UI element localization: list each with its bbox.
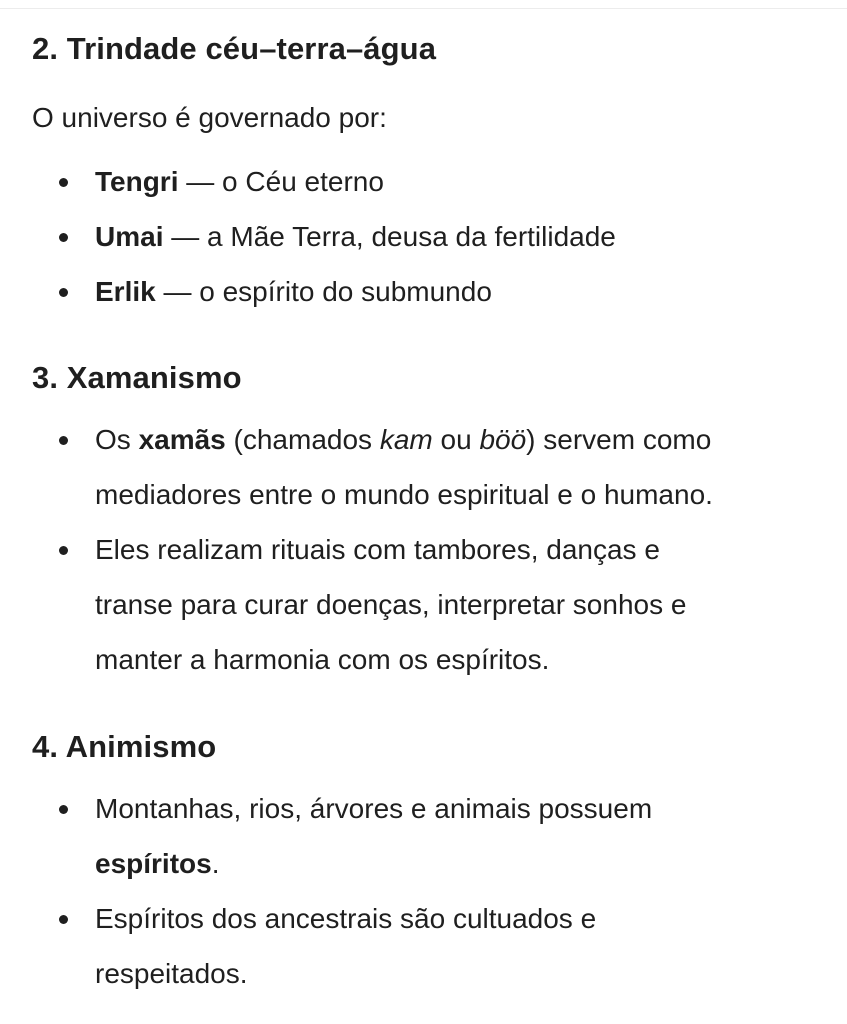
bullet-icon — [59, 436, 68, 445]
deity-name: Tengri — [95, 166, 179, 197]
list-item-rituais — [32, 522, 802, 687]
text-fragment: . — [211, 848, 220, 879]
list-item-ancestrais — [32, 891, 732, 1001]
section-heading-xamanismo: 3. Xamanismo — [32, 360, 242, 395]
deity-description: — o espírito do submundo — [155, 276, 492, 307]
item-text: Eles realizam rituais com tambores, danças e transe para curar doenças, interpretar sonhos e manter a harmonia com os espíritos. — [95, 534, 687, 675]
bullet-icon — [59, 915, 68, 924]
bullet-icon — [59, 546, 68, 555]
animismo-list — [32, 781, 732, 1001]
xamanismo-list — [32, 412, 802, 687]
bold-term: xamãs — [138, 424, 226, 455]
text-fragment: (chamados — [225, 424, 380, 455]
list-item-tengri — [32, 154, 832, 209]
bullet-icon — [59, 288, 68, 297]
bold-term: espíritos — [95, 848, 212, 879]
list-item-erlik — [32, 264, 832, 319]
item-text: Montanhas, rios, árvores e animais possuem — [95, 793, 653, 824]
bullet-icon — [59, 805, 68, 814]
bullet-icon — [59, 178, 68, 187]
bullet-icon — [59, 233, 68, 242]
deity-description: — o Céu eterno — [178, 166, 384, 197]
text-fragment: ) servem como mediadores entre o mundo espiritual e o humano. — [95, 424, 713, 510]
deity-name: Umai — [95, 221, 164, 252]
text-fragment: Os — [95, 424, 139, 455]
list-item-xamas — [32, 412, 802, 522]
list-item-umai — [32, 209, 832, 264]
deity-list — [32, 154, 832, 319]
text-fragment: ou — [432, 424, 480, 455]
section-heading-animismo: 4. Animismo — [32, 729, 217, 764]
list-item-espiritos-natureza — [32, 781, 732, 891]
italic-term: kam — [379, 424, 433, 455]
item-text: Espíritos dos ancestrais são cultuados e respeitados. — [95, 903, 597, 989]
italic-term: böö — [479, 424, 527, 455]
top-divider — [0, 8, 847, 9]
section-heading-trindade: 2. Trindade céu–terra–água — [32, 31, 437, 66]
deity-description: — a Mãe Terra, deusa da fertilidade — [163, 221, 616, 252]
section-intro: O universo é governado por: — [32, 102, 387, 133]
deity-name: Erlik — [95, 276, 156, 307]
